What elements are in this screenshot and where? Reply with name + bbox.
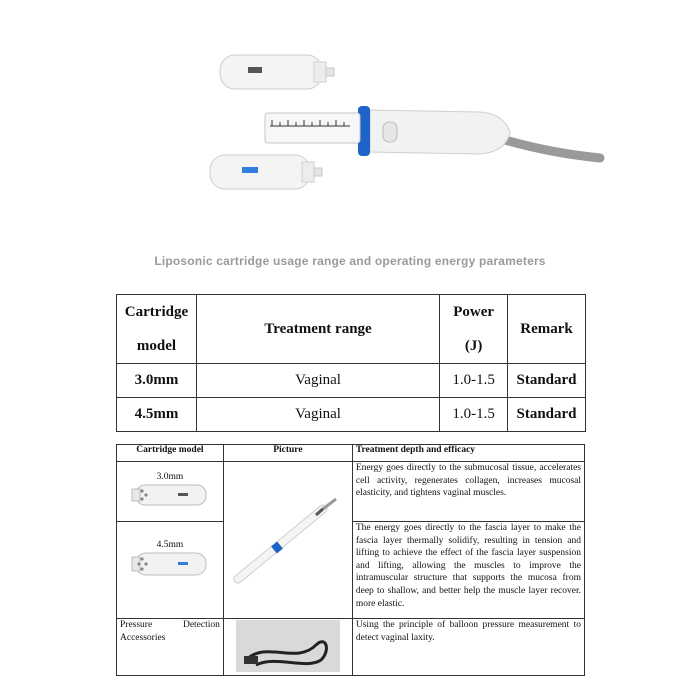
row-range: Vaginal xyxy=(196,398,439,432)
row-model: 3.0mm xyxy=(117,364,197,398)
table-row xyxy=(117,462,585,522)
handpiece-image xyxy=(228,484,348,594)
row-range: Vaginal xyxy=(196,364,439,398)
detail-header-row xyxy=(117,445,585,462)
table-row xyxy=(117,364,586,398)
cartridge-3mm-image xyxy=(130,482,210,508)
header-picture: Picture xyxy=(223,445,352,462)
row-remark: Standard xyxy=(508,364,586,398)
cartridge-4-5mm-image xyxy=(130,550,210,578)
header-cartridge-model: Cartridge model xyxy=(117,445,224,462)
row-model: 4.5mm xyxy=(117,398,197,432)
efficacy-text: Energy goes directly to the submucosal tissue, accelerates cell activity, regenerates collagen, increases mucosal elasticity, and tightens vaginal muscles. xyxy=(352,462,584,522)
section-caption: Liposonic cartridge usage range and operating energy parameters xyxy=(154,254,546,268)
header-remark: Remark xyxy=(508,295,586,364)
model-cell: 3.0mm xyxy=(117,462,224,522)
table-row xyxy=(117,398,586,432)
pressure-accessory-image xyxy=(236,620,340,672)
product-photo xyxy=(0,0,700,235)
detail-table xyxy=(116,444,585,676)
row-remark: Standard xyxy=(508,398,586,432)
parameters-header-row xyxy=(117,295,586,364)
header-power: Power (J) xyxy=(440,295,508,364)
efficacy-text: Using the principle of balloon pressure measurement to detect vaginal laxity. xyxy=(352,619,584,676)
header-treatment-range: Treatment range xyxy=(196,295,439,364)
row-power: 1.0-1.5 xyxy=(440,398,508,432)
efficacy-text: The energy goes directly to the fascia layer to make the fascia layer thermally solidify, resulting in tension and lifting to achieve the effect of the fascia layer suspension and lifting, allowing the muscles to improve the intramuscular structure that supports the mucosa from deep to shallow, and better help the muscle layer recover. more elastic. xyxy=(352,522,584,619)
table-row xyxy=(117,619,585,676)
row-power: 1.0-1.5 xyxy=(440,364,508,398)
parameters-table xyxy=(116,294,586,432)
model-cell: Pressure Detection Accessories xyxy=(117,619,224,676)
picture-cell xyxy=(223,462,352,619)
picture-cell xyxy=(223,619,352,676)
handpiece-cartridges-image xyxy=(0,0,700,235)
header-cartridge-model: Cartridge model xyxy=(117,295,197,364)
header-depth-efficacy: Treatment depth and efficacy xyxy=(352,445,584,462)
model-cell: 4.5mm xyxy=(117,522,224,619)
